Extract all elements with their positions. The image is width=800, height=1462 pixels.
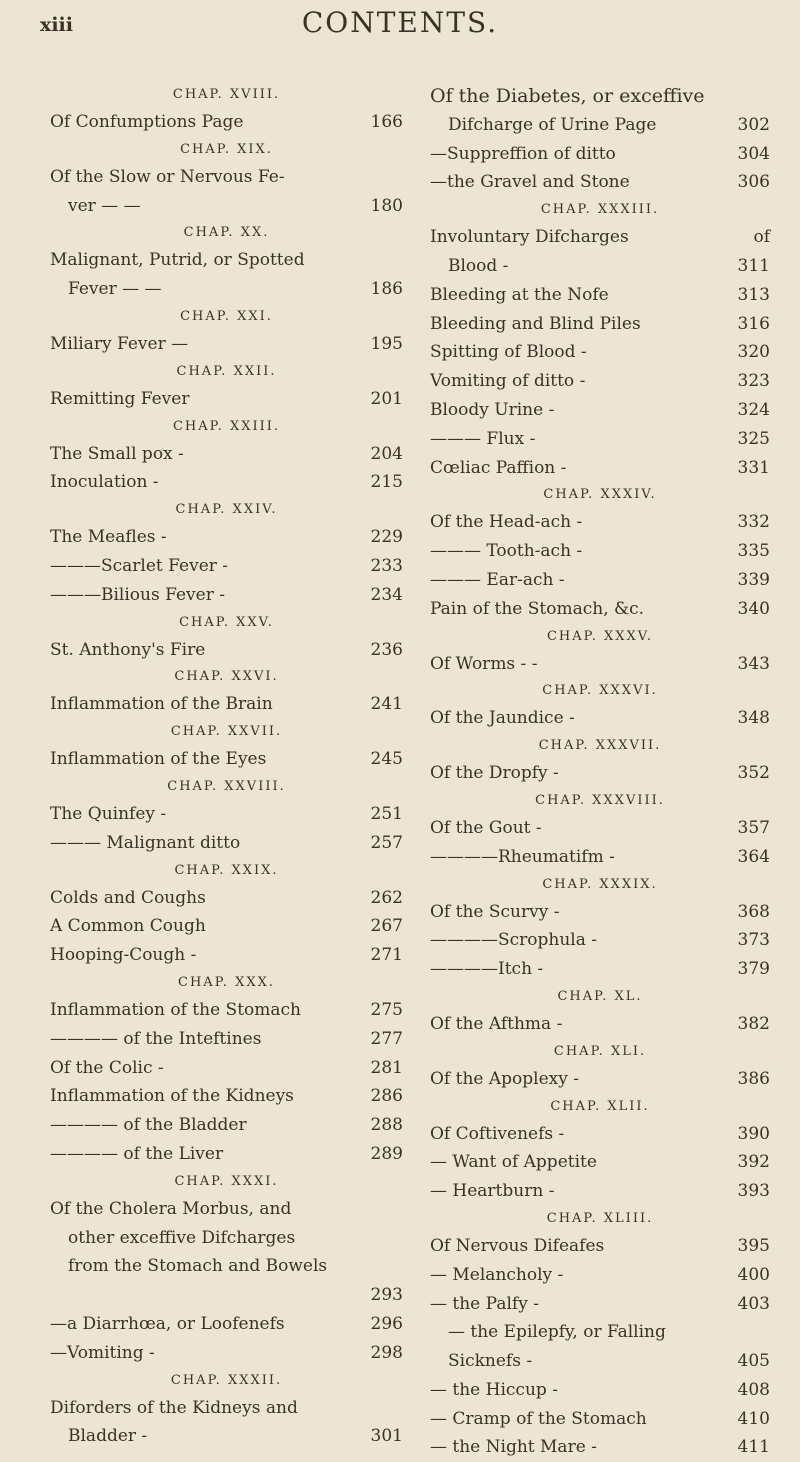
page-ref: 331 [737, 457, 770, 478]
page-ref: 382 [737, 1013, 770, 1034]
page-ref: 320 [737, 342, 770, 363]
toc-entry [430, 454, 770, 483]
contents-column-right [430, 82, 770, 1462]
toc-entry [430, 955, 770, 984]
chapter-label: CHAP. XXVI. [174, 669, 279, 685]
entry-title: Blood - [448, 255, 509, 276]
page-number: xiii [40, 14, 73, 36]
chapter-label: CHAP. XXVII. [170, 724, 283, 740]
toc-entry [430, 1065, 770, 1094]
chapter-label: CHAP. XVIII. [172, 87, 281, 102]
page-ref: 288 [370, 1115, 403, 1136]
page-ref: 323 [737, 371, 770, 392]
chapter-heading [430, 788, 770, 814]
entry-title: — Heartburn - [430, 1181, 555, 1202]
toc-entry [430, 1405, 770, 1434]
page-ref: 229 [370, 527, 403, 548]
entry-title: ———Scarlet Fever - [50, 555, 229, 576]
entry-title: Inflammation of the Eyes [50, 749, 267, 770]
entry-title: A Common Cough [50, 916, 206, 937]
page-ref: 267 [370, 916, 403, 937]
page-ref: 339 [737, 569, 770, 590]
page-ref: 302 [737, 114, 770, 135]
entry-title: Of the Cholera Morbus, and [50, 1198, 292, 1219]
entry-title: Colds and Coughs [50, 887, 206, 908]
page-header [0, 2, 800, 42]
page-ref: 313 [737, 284, 770, 305]
page-ref: 411 [737, 1437, 770, 1458]
toc-entry [430, 1010, 770, 1039]
page-ref: 395 [737, 1235, 770, 1256]
entry-title: Bladder - [68, 1426, 148, 1447]
toc-entry [50, 163, 403, 192]
page-ref: 390 [737, 1123, 770, 1144]
toc-entry [50, 1394, 403, 1423]
entry-title: — the Palfy - [430, 1293, 539, 1314]
entry-title: — the Hiccup - [430, 1379, 558, 1400]
page-ref: 403 [737, 1293, 770, 1314]
toc-entry [50, 1224, 403, 1253]
entry-title: ———— of the Bladder [50, 1115, 247, 1136]
chapter-label: CHAP. XXXV. [546, 628, 654, 644]
chapter-heading [430, 1094, 770, 1120]
entry-title: — Cramp of the Stomach [430, 1408, 647, 1429]
page-ref: of [753, 227, 770, 248]
toc-entry [50, 581, 403, 610]
entry-title: The Small pox - [50, 443, 184, 464]
toc-entry [50, 1195, 403, 1224]
page-ref: 393 [737, 1181, 770, 1202]
page-ref: 343 [737, 653, 770, 674]
chapter-label: CHAP. XXIX. [174, 862, 279, 878]
page-ref: 368 [737, 901, 770, 922]
toc-entry [430, 650, 770, 679]
page-ref: 340 [737, 598, 770, 619]
toc-entry [430, 396, 770, 425]
page-ref: 236 [370, 639, 403, 660]
entry-title: ——— Ear-ach - [430, 569, 565, 590]
page-ref: 400 [737, 1264, 770, 1285]
entry-title: Difcharge of Urine Page [448, 114, 657, 135]
page-ref: 245 [370, 749, 403, 770]
entry-title: — Want of Appetite [430, 1152, 597, 1173]
toc-entry [430, 898, 770, 927]
chapter-label: CHAP. XXXII. [170, 1372, 283, 1388]
entry-title: The Quinfey - [50, 803, 167, 824]
toc-entry [430, 1232, 770, 1261]
toc-entry [430, 843, 770, 872]
chapter-label: CHAP. XIX. [180, 141, 273, 157]
toc-entry [50, 996, 403, 1025]
toc-entry [430, 281, 770, 310]
entry-title: Involuntary Difcharges [430, 227, 629, 248]
entry-title: ————Itch - [430, 959, 544, 980]
toc-entry [50, 1054, 403, 1083]
toc-entry [50, 636, 403, 665]
entry-title: ———— of the Inteftines [50, 1028, 262, 1049]
toc-entry [50, 523, 403, 552]
page-ref: 301 [370, 1426, 403, 1447]
page-ref: 241 [370, 694, 403, 715]
entry-title: — the Night Mare - [430, 1437, 597, 1458]
chapter-label: CHAP. XLIII. [546, 1210, 654, 1226]
toc-entry [50, 1082, 403, 1111]
entry-title: Of the Jaundice - [430, 708, 575, 729]
toc-entry [430, 566, 770, 595]
entry-title: Sicknefs - [448, 1351, 533, 1372]
chapter-label: CHAP. XXXVII. [538, 738, 662, 754]
entry-title: ———Bilious Fever - [50, 584, 225, 605]
entry-title: Of the Head-ach - [430, 512, 583, 533]
chapter-label: CHAP. XXXVIII. [535, 792, 665, 808]
toc-entry [50, 1339, 403, 1368]
chapter-heading [50, 719, 403, 745]
chapter-label: CHAP. XXXVI. [542, 683, 658, 699]
toc-entry [50, 1281, 403, 1310]
entry-title: Of the Afthma - [430, 1013, 563, 1034]
toc-entry [430, 704, 770, 733]
entry-title: ——— Tooth-ach - [430, 541, 583, 562]
toc-entry [430, 425, 770, 454]
toc-entry [430, 1433, 770, 1462]
chapter-heading [430, 197, 770, 223]
entry-title: Of the Scurvy - [430, 901, 560, 922]
toc-entry [430, 1148, 770, 1177]
toc-entry [50, 1310, 403, 1339]
toc-entry [50, 192, 403, 221]
toc-entry [50, 829, 403, 858]
entry-title: Remitting Fever [50, 388, 190, 409]
chapter-label: CHAP. XXVIII. [167, 778, 286, 794]
page-ref: 379 [737, 959, 770, 980]
chapter-label: CHAP. XL. [557, 988, 643, 1004]
page-ref: 186 [370, 279, 403, 300]
toc-entry [430, 1261, 770, 1290]
toc-entry [50, 884, 403, 913]
toc-entry [50, 1025, 403, 1054]
page-ref: 262 [370, 887, 403, 908]
toc-entry [50, 1422, 403, 1451]
chapter-label: CHAP. XLI. [553, 1043, 647, 1059]
chapter-heading [430, 984, 770, 1010]
page-ref: 325 [737, 428, 770, 449]
page-ref: 275 [370, 999, 403, 1020]
page-ref: 304 [737, 143, 770, 164]
chapter-heading [50, 304, 403, 330]
page-ref: 233 [370, 555, 403, 576]
toc-entry [430, 1120, 770, 1149]
chapter-label: CHAP. XXX. [178, 974, 275, 990]
page-ref: 180 [370, 195, 403, 216]
entry-title: Malignant, Putrid, or Spotted [50, 250, 305, 271]
chapter-heading [50, 414, 403, 440]
toc-entry [50, 690, 403, 719]
toc-entry [50, 330, 403, 359]
chapter-heading [430, 872, 770, 898]
entry-title: —the Gravel and Stone [430, 172, 630, 193]
chapter-heading [50, 610, 403, 636]
page-ref: 392 [737, 1152, 770, 1173]
page-ref: 215 [370, 472, 403, 493]
chapter-heading [50, 774, 403, 800]
page-ref: 281 [370, 1057, 403, 1078]
chapter-label: CHAP. XXXI. [174, 1173, 279, 1189]
entry-title: St. Anthony's Fire [50, 639, 206, 660]
toc-entry [430, 82, 770, 111]
page-ref: 234 [370, 584, 403, 605]
chapter-heading [430, 1039, 770, 1065]
entry-title: Of the Colic - [50, 1057, 164, 1078]
chapter-heading [50, 1169, 403, 1195]
entry-title: Inflammation of the Kidneys [50, 1086, 294, 1107]
entry-title: ———— of the Liver [50, 1143, 224, 1164]
toc-entry [50, 912, 403, 941]
page-ref: 410 [737, 1408, 770, 1429]
page-ref: 286 [370, 1086, 403, 1107]
entry-title: Inflammation of the Brain [50, 694, 273, 715]
entry-title: Bleeding and Blind Piles [430, 313, 641, 334]
chapter-heading [50, 82, 403, 108]
entry-title: Of Coftivenefs - [430, 1123, 565, 1144]
chapter-label: CHAP. XXIII. [172, 418, 281, 434]
chapter-label: CHAP. XXXIII. [540, 202, 660, 218]
toc-entry [430, 338, 770, 367]
page-ref: 332 [737, 512, 770, 533]
entry-title: Hooping-Cough - [50, 945, 197, 966]
entry-title: Spitting of Blood - [430, 342, 587, 363]
toc-entry [50, 1140, 403, 1169]
toc-entry [430, 595, 770, 624]
page-ref: 324 [737, 399, 770, 420]
entry-title: —Suppreffion of ditto [430, 143, 616, 164]
entry-title: other exceffive Difcharges [68, 1227, 296, 1248]
chapter-label: CHAP. XX. [183, 225, 270, 241]
chapter-heading [50, 497, 403, 523]
entry-title: from the Stomach and Bowels [68, 1256, 328, 1277]
toc-entry [50, 108, 403, 137]
toc-entry [430, 1290, 770, 1319]
page-ref: 257 [370, 832, 403, 853]
page-ref: 204 [370, 443, 403, 464]
entry-title: —a Diarrhœa, or Loofenefs [50, 1313, 285, 1334]
page-ref: 251 [370, 803, 403, 824]
page-ref: 306 [737, 172, 770, 193]
entry-title: Of Nervous Difeafes [430, 1235, 605, 1256]
entry-title: Cœliac Paffion - [430, 457, 567, 478]
toc-entry [430, 508, 770, 537]
entry-title: Of the Dropfy - [430, 763, 559, 784]
toc-entry [430, 926, 770, 955]
chapter-heading [50, 664, 403, 690]
page-ref: 408 [737, 1379, 770, 1400]
toc-entry [50, 440, 403, 469]
entry-title: Of the Slow or Nervous Fe- [50, 166, 285, 187]
entry-title: ver — — [68, 195, 141, 216]
contents-column-left [50, 82, 403, 1451]
page-ref: 335 [737, 541, 770, 562]
toc-entry [430, 1376, 770, 1405]
chapter-heading [430, 733, 770, 759]
chapter-heading [430, 678, 770, 704]
chapter-heading [430, 482, 770, 508]
chapter-heading [50, 970, 403, 996]
entry-title: Diforders of the Kidneys and [50, 1397, 298, 1418]
toc-entry [50, 1252, 403, 1281]
page-title: CONTENTS. [301, 6, 499, 39]
chapter-heading [50, 359, 403, 385]
chapter-heading [50, 858, 403, 884]
entry-title: ————Scrophula - [430, 930, 598, 951]
chapter-heading [50, 137, 403, 163]
page-ref: 357 [737, 817, 770, 838]
page-ref: 195 [370, 333, 403, 354]
page-ref: 166 [370, 112, 403, 132]
entry-title: Inoculation - [50, 472, 159, 493]
toc-entry [50, 745, 403, 774]
page-ref: 201 [370, 388, 403, 409]
chapter-label: CHAP. XXII. [176, 363, 277, 379]
chapter-label: CHAP. XLII. [550, 1098, 650, 1114]
page-ref: 296 [370, 1313, 403, 1334]
chapter-label: CHAP. XXXIX. [542, 876, 658, 892]
toc-entry [50, 468, 403, 497]
page-ref: 293 [370, 1285, 403, 1306]
entry-title: —Vomiting - [50, 1342, 155, 1363]
chapter-heading [430, 1206, 770, 1232]
entry-title: Of Confumptions Page [50, 112, 244, 132]
chapter-heading [50, 220, 403, 246]
toc-entry [430, 367, 770, 396]
page-ref: 311 [737, 255, 770, 276]
entry-title: Bloody Urine - [430, 399, 555, 420]
page-ref: 271 [370, 945, 403, 966]
entry-title: Pain of the Stomach, &c. [430, 598, 645, 619]
chapter-heading [50, 1368, 403, 1394]
toc-entry [50, 385, 403, 414]
toc-entry [430, 140, 770, 169]
toc-entry [430, 1347, 770, 1376]
toc-entry [430, 310, 770, 339]
chapter-label: CHAP. XXIV. [175, 502, 278, 518]
toc-entry [430, 223, 770, 252]
entry-title: Vomiting of ditto - [430, 371, 586, 392]
page-ref: 316 [737, 313, 770, 334]
page-ref: 289 [370, 1143, 403, 1164]
page-ref: 352 [737, 763, 770, 784]
entry-title: Inflammation of the Stomach [50, 999, 301, 1020]
page-ref: 405 [737, 1351, 770, 1372]
entry-title: ——— Malignant ditto [50, 832, 241, 853]
entry-title: Miliary Fever — [50, 333, 189, 354]
toc-entry [430, 537, 770, 566]
toc-entry [50, 941, 403, 970]
toc-entry [430, 168, 770, 197]
page-ref: 373 [737, 930, 770, 951]
chapter-label: CHAP. XXV. [179, 614, 274, 630]
page-ref: 386 [737, 1068, 770, 1089]
chapter-label: CHAP. XXXIV. [543, 487, 657, 503]
entry-title: Of the Gout - [430, 817, 542, 838]
chapter-label: CHAP. XXI. [180, 308, 273, 324]
page-ref: 348 [737, 708, 770, 729]
toc-entry [50, 552, 403, 581]
entry-title: Fever — — [68, 279, 162, 300]
entry-title: The Meafles - [50, 527, 167, 548]
toc-entry [430, 252, 770, 281]
entry-title: Of Worms - - [430, 653, 538, 674]
toc-entry [50, 246, 403, 275]
chapter-heading [430, 624, 770, 650]
entry-title: ——— Flux - [430, 428, 536, 449]
page-ref: 277 [370, 1028, 403, 1049]
toc-entry [50, 1111, 403, 1140]
toc-entry [50, 275, 403, 304]
entry-title: — Melancholy - [430, 1264, 564, 1285]
toc-entry [430, 814, 770, 843]
toc-entry [50, 800, 403, 829]
entry-title: Of the Diabetes, or exceffive [430, 85, 705, 107]
page-ref: 298 [370, 1342, 403, 1363]
entry-title: Of the Apoplexy - [430, 1068, 579, 1089]
toc-entry [430, 1177, 770, 1206]
entry-title: — the Epilepfy, or Falling [448, 1322, 666, 1343]
toc-entry [430, 1318, 770, 1347]
entry-title: ————Rheumatifm - [430, 846, 615, 867]
entry-title: Bleeding at the Nofe [430, 284, 609, 305]
toc-entry [430, 759, 770, 788]
page-ref: 364 [737, 846, 770, 867]
toc-entry [430, 111, 770, 140]
